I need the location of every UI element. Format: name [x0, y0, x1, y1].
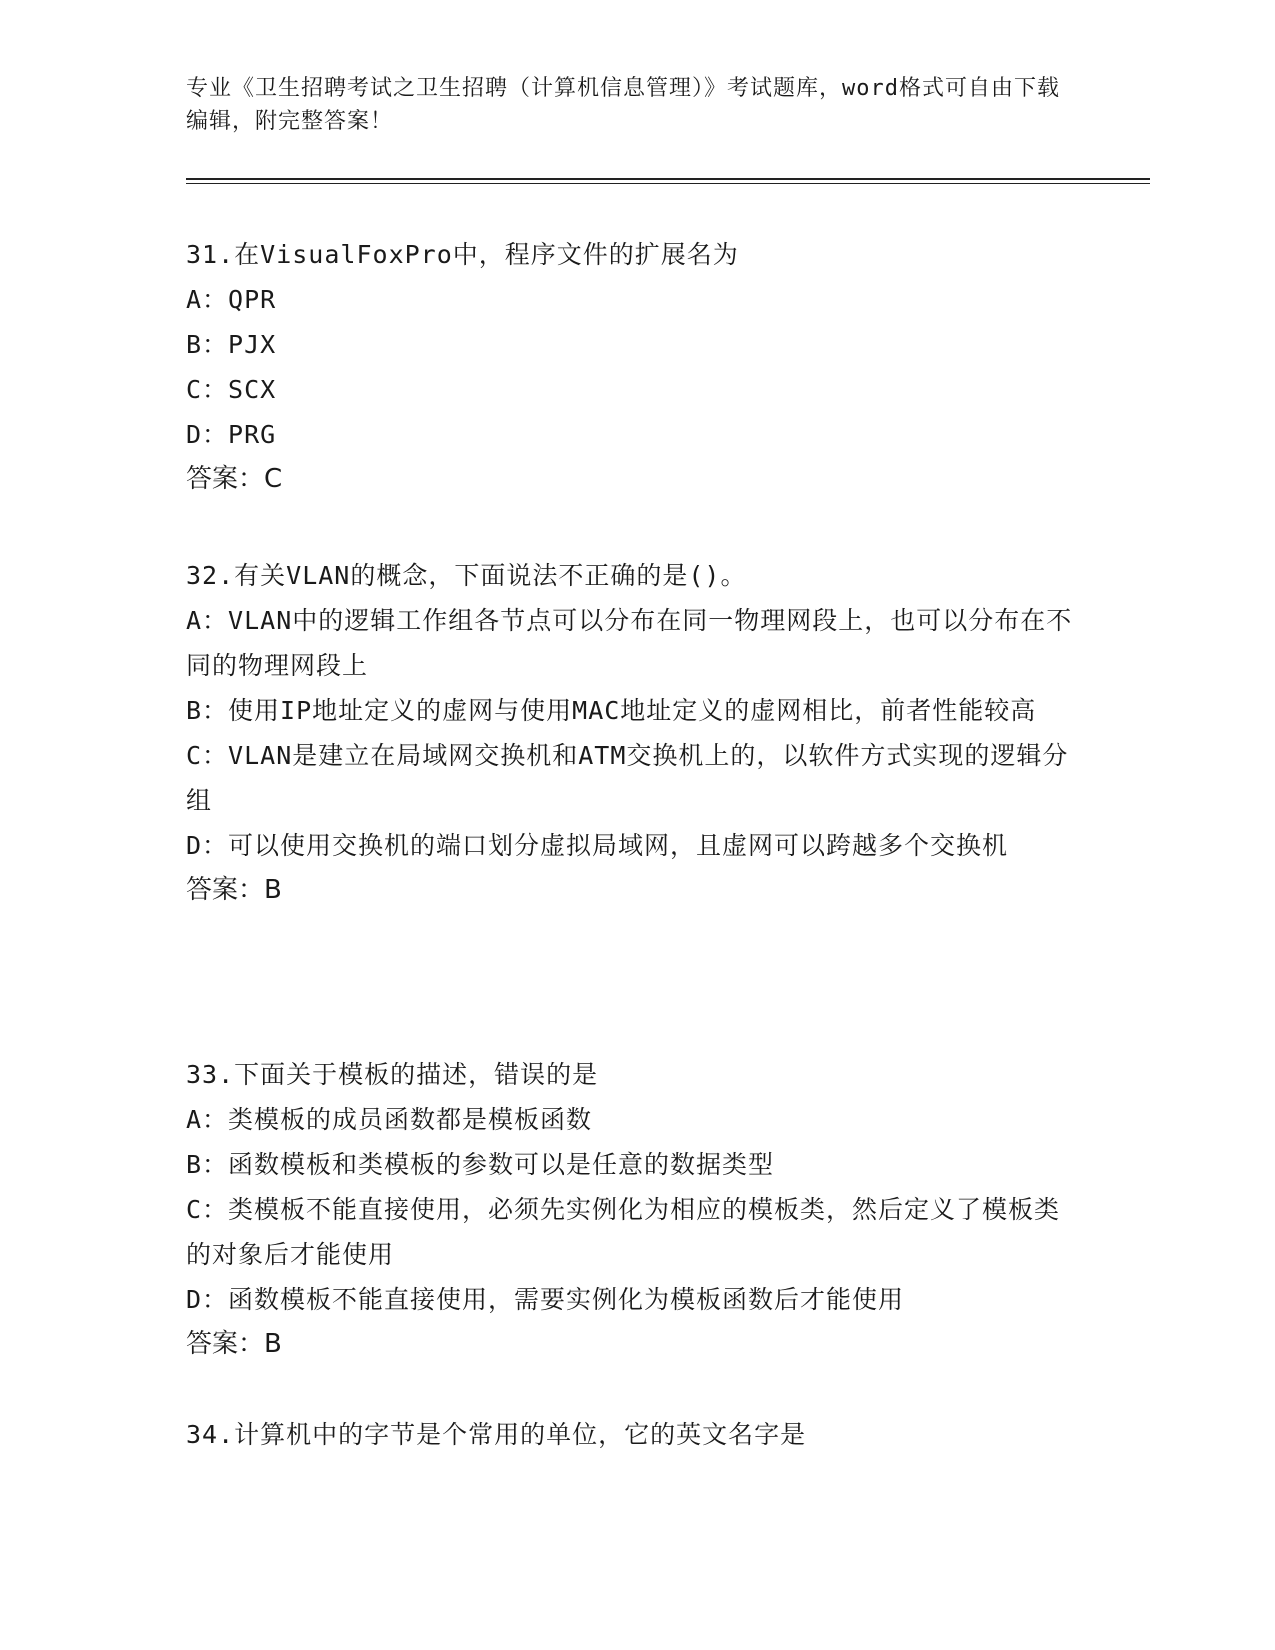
option-c: C：VLAN是建立在局域网交换机和ATM交换机上的，以软件方式实现的逻辑分组 [186, 741, 1069, 815]
answer: 答案：C [186, 464, 283, 494]
document-header: 专业《卫生招聘考试之卫生招聘（计算机信息管理）》考试题库，word格式可自由下载编辑，附完整答案！ [186, 76, 1060, 134]
option-b: B：函数模板和类模板的参数可以是任意的数据类型 [186, 1150, 775, 1179]
question-31 [186, 232, 1076, 501]
option-a: A：类模板的成员函数都是模板函数 [186, 1105, 593, 1134]
question-34 [186, 1412, 1076, 1457]
answer: 答案：B [186, 1329, 282, 1359]
option-c: C：类模板不能直接使用，必须先实例化为相应的模板类，然后定义了模板类的对象后才能使用 [186, 1195, 1061, 1269]
option-b: B：PJX [186, 330, 277, 359]
option-b: B：使用IP地址定义的虚网与使用MAC地址定义的虚网相比，前者性能较高 [186, 696, 1037, 725]
header-divider-thin [186, 183, 1150, 184]
question-stem: 31.在VisualFoxPro中，程序文件的扩展名为 [186, 240, 739, 269]
question-33 [186, 1052, 1076, 1366]
question-stem: 34.计算机中的字节是个常用的单位，它的英文名字是 [186, 1420, 807, 1449]
option-a: A：QPR [186, 285, 277, 314]
option-d: D：PRG [186, 420, 277, 449]
answer: 答案：B [186, 875, 282, 905]
question-stem: 33.下面关于模板的描述，错误的是 [186, 1060, 599, 1089]
option-a: A：VLAN中的逻辑工作组各节点可以分布在同一物理网段上，也可以分布在不同的物理网段上 [186, 606, 1073, 680]
option-c: C：SCX [186, 375, 277, 404]
option-d: D：可以使用交换机的端口划分虚拟局域网，且虚网可以跨越多个交换机 [186, 831, 1009, 860]
header-divider [186, 178, 1150, 180]
question-stem: 32.有关VLAN的概念，下面说法不正确的是()。 [186, 561, 747, 590]
option-d: D：函数模板不能直接使用，需要实例化为模板函数后才能使用 [186, 1285, 905, 1314]
question-32 [186, 553, 1076, 912]
